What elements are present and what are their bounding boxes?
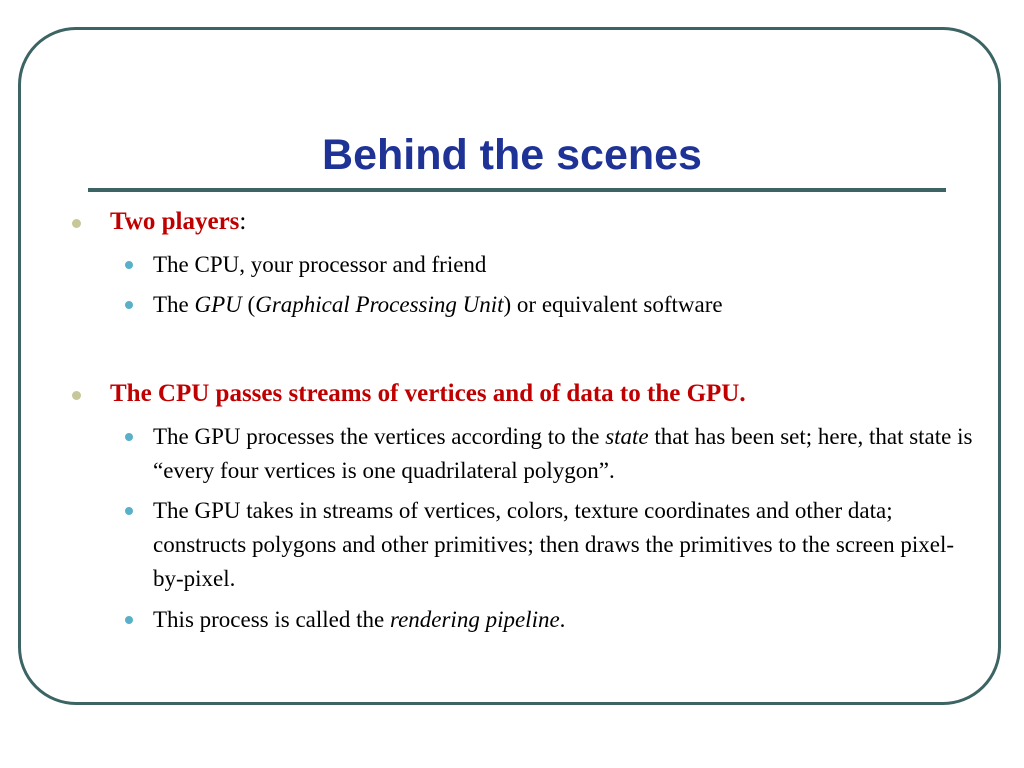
sub-bullet-text: The CPU, your processor and friend [153, 252, 487, 277]
sub-bullet-prefix: The GPU processes the vertices according to the [153, 424, 606, 449]
bullet-heading: The CPU passes streams of vertices and of data to the GPU. [110, 380, 746, 407]
pipeline-term: rendering pipeline [389, 607, 560, 632]
gpu-full-term: Graphical Processing Unit [255, 292, 504, 317]
gpu-term: GPU [194, 292, 242, 317]
slide-title: Behind the scenes [322, 131, 702, 179]
bullet-heading: Two players [110, 208, 240, 235]
bullet-dot-icon [72, 219, 81, 228]
sub-bullet-streams [153, 494, 983, 596]
sub-bullet-suffix: . [559, 607, 566, 632]
sub-bullet-prefix: The [153, 292, 195, 317]
sub-bullet-processes [153, 420, 983, 488]
sub-bullet-rest: that has been set; here, that state is “every four vertices is one quadrilateral polygon”. [153, 424, 973, 483]
paren-open: ( [241, 292, 256, 317]
sub-bullet-gpu [153, 288, 983, 322]
sub-bullet-pipeline [153, 603, 983, 637]
bullet-cpu-passes [110, 379, 746, 409]
sub-bullet-dot-icon [125, 616, 133, 624]
bullet-two-players [110, 207, 246, 237]
sub-bullet-rest: ) or equivalent software [503, 292, 723, 317]
sub-bullet-dot-icon [125, 261, 133, 269]
bullet-colon: : [239, 208, 247, 235]
sub-bullet-dot-icon [125, 433, 133, 441]
bullet-dot-icon [72, 391, 81, 400]
state-term: state [605, 424, 649, 449]
sub-bullet-dot-icon [125, 301, 133, 309]
sub-bullet-cpu [153, 248, 983, 282]
sub-bullet-prefix: This process is called the [153, 607, 390, 632]
sub-bullet-text: The GPU takes in streams of vertices, colors, texture coordinates and other data; constructs polygons and other primitives; then draws the primitives to the screen pixel-by-pixel. [153, 498, 954, 591]
sub-bullet-dot-icon [125, 507, 133, 515]
